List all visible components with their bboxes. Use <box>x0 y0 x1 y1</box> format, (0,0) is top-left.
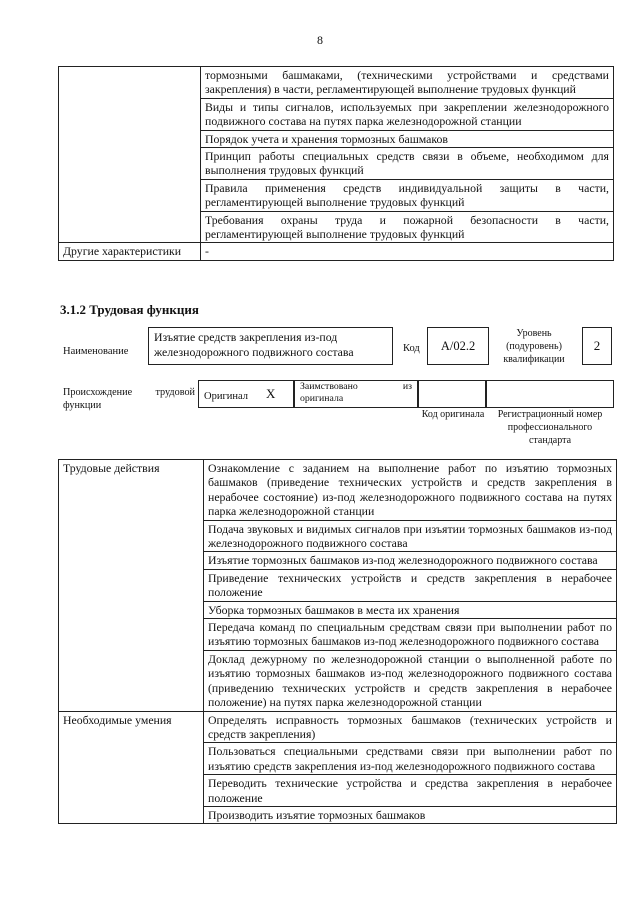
table-row: Ознакомление с заданием на выполнение работ по изъятию тормозных башмаков (приведение технических устройств и средств закрепления в нерабочее состояние) из-под железнодорожного подвижного состава на путях парка железнодорожной станции <box>204 460 617 521</box>
table-row: Переводить технические устройства и средства закрепления в нерабочее положение <box>204 775 617 807</box>
knowledge-table-continuation <box>58 66 614 261</box>
original-label: Оригинал <box>204 391 248 402</box>
table-row: Требования охраны труда и пожарной безопасности в части, регламентирующей выполнение трудовых функций <box>201 211 614 243</box>
table-row: Доклад дежурному по железнодорожной станции о выполненной работе по изъятию тормозных башмаков из-под железнодорожного подвижного состава (приведению технических устройств и средств закрепления в нерабочее положение) на путях парка железнодорожной станции <box>204 650 617 711</box>
required-skills-label: Необходимые умения <box>59 711 204 824</box>
table-row: Определять исправность тормозных башмаков (технических устройств и средств закрепления) <box>204 711 617 743</box>
name-label: Наименование <box>63 346 129 357</box>
origin-label: Происхождение трудовой функции <box>63 387 195 411</box>
empty-left-cell <box>59 67 201 243</box>
table-row: Правила применения средств индивидуальной защиты в части, регламентирующей выполнение трудовых функций <box>201 179 614 211</box>
code-original-caption: Код оригинала <box>421 409 485 420</box>
labor-actions-label: Трудовые действия <box>59 460 204 712</box>
code-value: A/02.2 <box>427 327 489 365</box>
table-row: Изъятие тормозных башмаков из-под железнодорожного подвижного состава <box>204 552 617 569</box>
table-row: тормозными башмаками, (техническими устройствами и средствами закрепления) в части, регламентирующей выполнение трудовых функций <box>201 67 614 99</box>
table-row: Пользоваться специальными средствами связи при выполнении работ по изъятию средств закрепления из-под железнодорожного подвижного состава <box>204 743 617 775</box>
other-characteristics-label: Другие характеристики <box>59 243 201 260</box>
table-row: Приведение технических устройств и средств закрепления в нерабочее положение <box>204 569 617 601</box>
table-row: Производить изъятие тормозных башмаков <box>204 806 617 823</box>
qualification-level-value: 2 <box>582 327 612 365</box>
code-original-box <box>418 380 486 408</box>
borrowed-label: Заимствовано из оригинала <box>300 381 412 404</box>
code-label: Код <box>403 343 420 354</box>
other-characteristics-value: - <box>201 243 614 260</box>
qualification-level-label: Уровень (подуровень) квалификации <box>503 328 565 365</box>
section-title: 3.1.2 Трудовая функция <box>60 302 199 317</box>
table-row: Подача звуковых и видимых сигналов при изъятии тормозных башмаков из-под железнодорожного подвижного состава <box>204 520 617 552</box>
table-row: Принцип работы специальных средств связи в объеме, необходимом для выполнения трудовых функций <box>201 148 614 180</box>
reg-number-caption: Регистрационный номер профессионального стандарта <box>497 409 603 446</box>
reg-number-box <box>486 380 614 408</box>
labor-function-table <box>58 459 617 824</box>
table-row: Порядок учета и хранения тормозных башмаков <box>201 130 614 147</box>
page-number: 8 <box>317 33 323 47</box>
table-row: Виды и типы сигналов, используемых при закреплении железнодорожного подвижного состава на путях парка железнодорожной станции <box>201 98 614 130</box>
name-value: Изъятие средств закрепления из-под железнодорожного подвижного состава <box>148 327 393 365</box>
original-mark: X <box>266 386 276 401</box>
table-row: Передача команд по специальным средствам связи при выполнении работ по изъятию тормозных башмаков из-под железнодорожного подвижного состава <box>204 619 617 651</box>
table-row: Уборка тормозных башмаков в места их хранения <box>204 601 617 618</box>
